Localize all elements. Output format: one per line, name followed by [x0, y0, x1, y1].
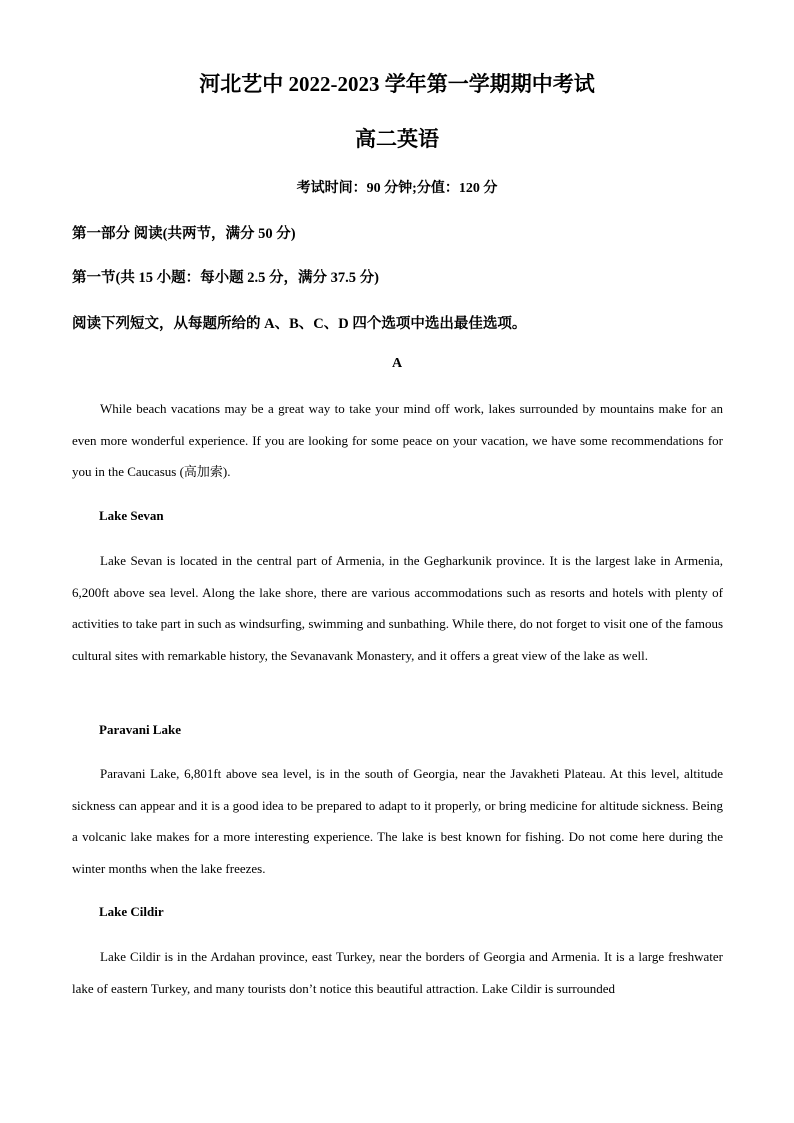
lake-cildir-heading: Lake Cildir — [99, 904, 164, 919]
directions-text: 阅读下列短文，从每题所给的 A、B、C、D 四个选项中选出最佳选项。 — [72, 316, 527, 332]
exam-title: 河北艺中 2022-2023 学年第一学期期中考试 — [199, 72, 595, 96]
passage-intro: While beach vacations may be a great way to take your mind off work, lakes surrounded by mountains make for an even more wonderful experience. If you are looking for some peace on your vacation, we have some recommendations for you in the Caucasus (高加索). — [72, 401, 723, 479]
paravani-lake-heading: Paravani Lake — [99, 722, 181, 737]
paravani-lake-paragraph: Paravani Lake, 6,801ft above sea level, is in the south of Georgia, near the Javakheti Plateau. At this level, altitude sickness can appear and it is a good idea to be prepared to adapt to it properly, or bring medicine for altitude sickness. Being a volcanic lake makes for a more interesting experience. The lake is best known for fishing. Do not come here during the winter months when the lake freezes. — [72, 766, 723, 876]
lake-sevan-heading: Lake Sevan — [99, 508, 164, 523]
lake-sevan-paragraph: Lake Sevan is located in the central part of Armenia, in the Gegharkunik province. It is the largest lake in Armenia, 6,200ft above sea level. Along the lake shore, there are various accommodations such as resorts and hotels with plenty of activities to take part in such as windsurfing, swimming and sunbathing. While there, do not forget to visit one of the famous cultural sites with remarkable history, the Sevanavank Monastery, and it offers a great view of the lake as well. — [72, 553, 723, 663]
exam-info: 考试时间：90 分钟;分值：120 分 — [296, 181, 498, 196]
section-heading: 第一节(共 15 小题：每小题 2.5 分，满分 37.5 分) — [72, 270, 379, 286]
lake-cildir-paragraph: Lake Cildir is in the Ardahan province, east Turkey, near the borders of Georgia and Armenia. It is a large freshwater lake of eastern Turkey, and many tourists don’t notice this beautiful attraction. Lake Cildir is surrounded — [72, 949, 723, 996]
part-heading: 第一部分 阅读(共两节，满分 50 分) — [72, 226, 296, 242]
exam-subject: 高二英语 — [355, 127, 439, 151]
passage-label: A — [391, 356, 403, 371]
